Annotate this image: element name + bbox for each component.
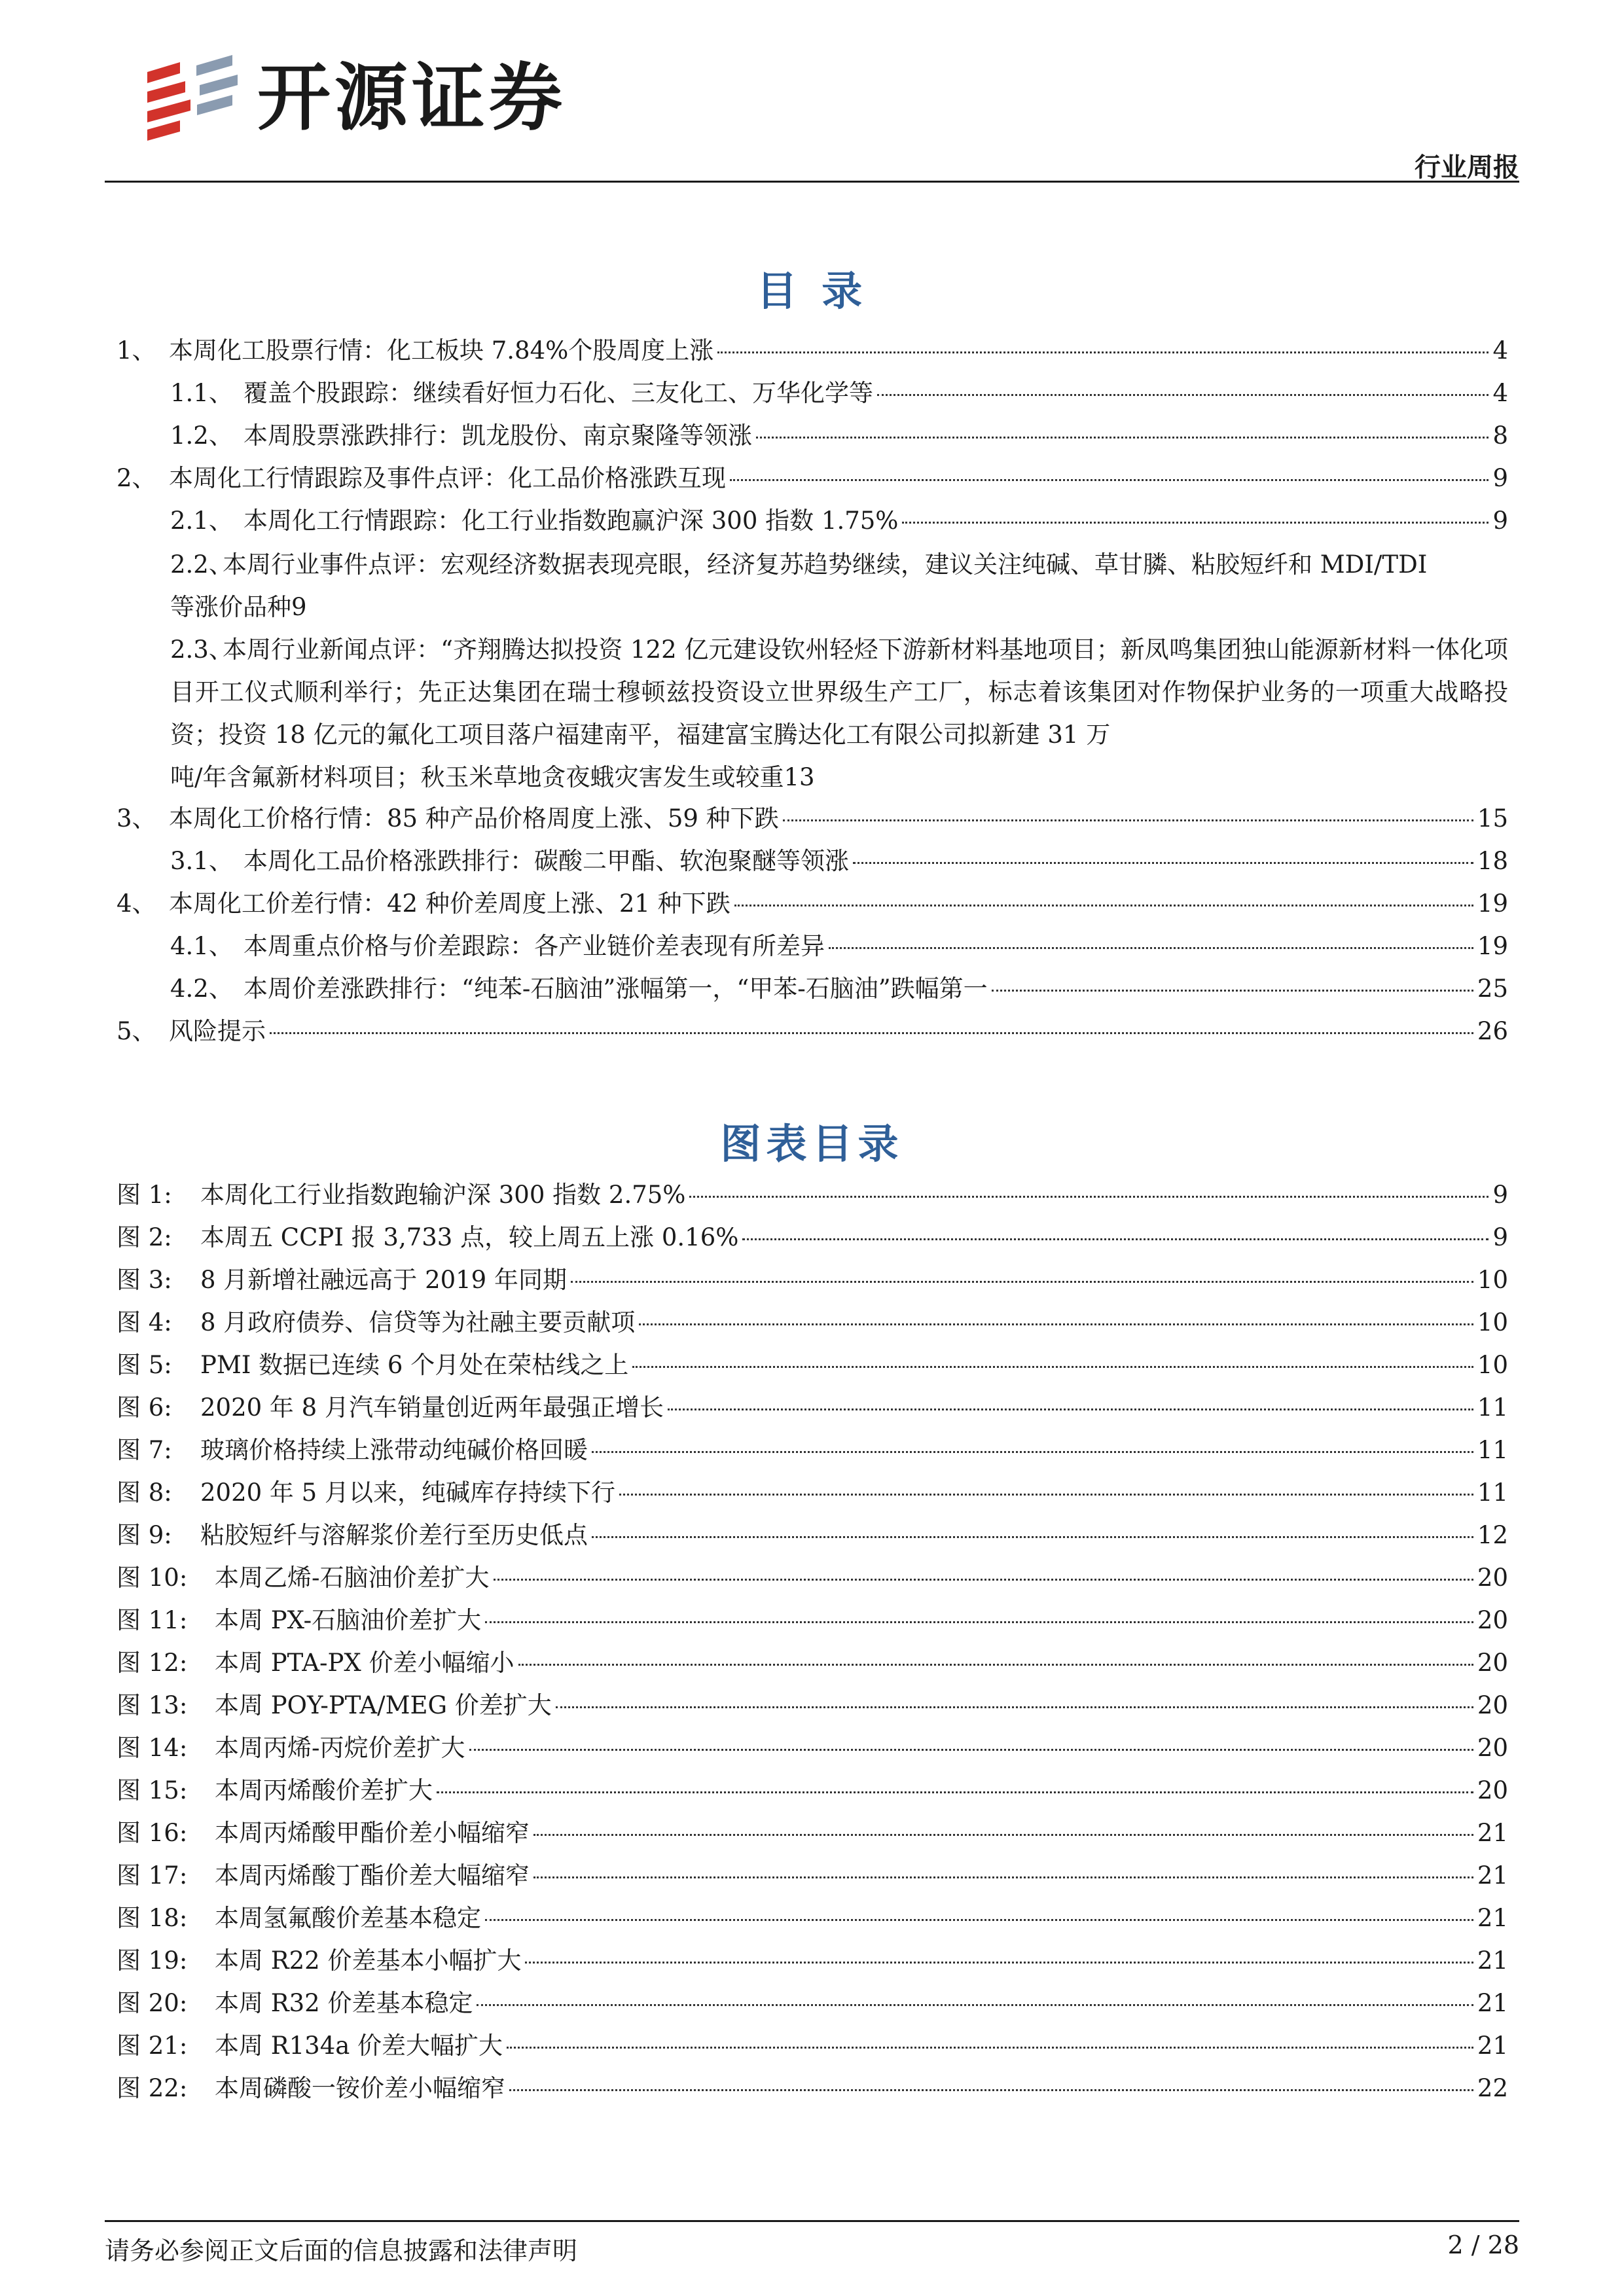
toc-entry-page: 8 [1492, 422, 1508, 450]
figure-entry[interactable] [117, 1728, 1508, 1770]
leader-dots [730, 479, 1489, 481]
leader-dots [717, 351, 1489, 353]
toc-entry-page: 18 [1477, 847, 1508, 875]
figure-entry-title: PMI 数据已连续 6 个月处在荣枯线之上 [200, 1351, 629, 1379]
toc-entry[interactable] [117, 841, 1508, 884]
leader-dots [619, 1494, 1473, 1496]
leader-dots [902, 522, 1489, 524]
figure-entry[interactable] [117, 1813, 1508, 1856]
figure-entry-title: 本周 R22 价差基本小幅扩大 [215, 1946, 522, 1975]
figure-entry-number: 图 7: [117, 1436, 172, 1464]
figure-entry-number: 图 22: [117, 2074, 188, 2102]
toc-entry[interactable] [117, 884, 1508, 926]
toc-entry-text [170, 543, 1508, 586]
leader-dots [592, 1451, 1473, 1453]
figure-entry[interactable] [117, 1898, 1508, 1941]
toc-entry-page: 19 [1477, 889, 1508, 918]
figure-entry-title: 本周丙烯-丙烷价差扩大 [215, 1734, 465, 1762]
toc-entry-title: 本周股票涨跌排行：凯龙股份、南京聚隆等领涨 [244, 422, 752, 450]
figure-entry[interactable] [117, 1515, 1508, 1558]
figure-entry-title: 本周丙烯酸丁酯价差大幅缩窄 [215, 1861, 530, 1890]
company-logo [134, 46, 605, 151]
toc-entry-number: 5、 [117, 1017, 156, 1045]
toc-entry-page: 4 [1492, 336, 1508, 365]
figure-entry-number: 图 10: [117, 1564, 188, 1592]
toc-entry-continuation [170, 586, 1508, 628]
leader-dots [853, 862, 1473, 864]
leader-dots [469, 1749, 1473, 1751]
figure-entry-title: 本周丙烯酸价差扩大 [215, 1776, 433, 1804]
toc-entry-title: 本周行业事件点评：宏观经济数据表现亮眼，经济复苏趋势继续，建议关注纯碱、草甘膦、粘胶短纤和 MDI/TDI [223, 550, 1428, 579]
page-number: 2 / 28 [1447, 2231, 1519, 2259]
figure-entry-title: 本周五 CCPI 报 3,733 点，较上周五上涨 0.16% [200, 1223, 739, 1251]
leader-dots [632, 1366, 1473, 1368]
toc-entry-title: 本周化工行情跟踪：化工行业指数跑赢沪深 300 指数 1.75% [244, 507, 899, 535]
leader-dots [877, 394, 1489, 396]
toc-entry-number: 4.1、 [170, 932, 233, 960]
leader-dots [509, 2089, 1473, 2091]
toc-entry-number: 1、 [117, 336, 156, 365]
figure-entry-number: 图 5: [117, 1351, 172, 1379]
toc-entry[interactable] [117, 416, 1508, 458]
leader-dots [742, 1238, 1489, 1240]
figure-entry-page: 20 [1477, 1734, 1508, 1762]
logo-text: 开源证券 [257, 56, 566, 141]
toc-entry-title: 覆盖个股跟踪：继续看好恒力石化、三友化工、万华化学等 [244, 379, 873, 407]
leader-dots [556, 1706, 1473, 1708]
toc-entry-title: 本周化工价差行情：42 种价差周度上涨、21 种下跌 [169, 889, 731, 918]
toc-entry-page: 15 [1477, 804, 1508, 833]
toc-entry-text [170, 628, 1508, 756]
figure-entry-title: 本周 R134a 价差大幅扩大 [215, 2032, 503, 2060]
leader-dots [783, 819, 1473, 821]
toc-entry-number: 1.1、 [170, 379, 233, 407]
toc-entry-title: 本周化工价格行情：85 种产品价格周度上涨、59 种下跌 [169, 804, 779, 833]
figure-entry-title: 本周 POY-PTA/MEG 价差扩大 [215, 1691, 552, 1719]
toc-entry-wrapped[interactable] [117, 628, 1508, 798]
figure-entry[interactable] [117, 1685, 1508, 1728]
toc-entry-page: 13 [784, 763, 815, 791]
toc-entry-page: 9 [291, 593, 307, 621]
toc-entry-title: 本周重点价格与价差跟踪：各产业链价差表现有所差异 [244, 932, 825, 960]
toc-entry-number: 3、 [117, 804, 156, 833]
figure-entry[interactable] [117, 1217, 1508, 1260]
leader-dots [734, 905, 1473, 906]
toc-entry-page: 4 [1492, 379, 1508, 407]
figure-entry-number: 图 21: [117, 2032, 188, 2060]
figure-entry-number: 图 8: [117, 1479, 172, 1507]
figure-entry-number: 图 18: [117, 1904, 188, 1932]
figure-entry-page: 21 [1477, 1904, 1508, 1932]
leader-dots [639, 1323, 1473, 1325]
figure-entry-page: 21 [1477, 1989, 1508, 2017]
toc-entry-page: 19 [1477, 932, 1508, 960]
figure-entry[interactable] [117, 1770, 1508, 1813]
toc-list [117, 331, 1508, 1054]
toc-entry-number: 2.1、 [170, 507, 233, 535]
toc-entry-continuation [170, 756, 1508, 798]
header-divider [105, 181, 1519, 183]
report-type-label: 行业周报 [1415, 152, 1519, 183]
figure-entry[interactable] [117, 1983, 1508, 2026]
figure-entry-page: 20 [1477, 1606, 1508, 1634]
toc-entry-title: 本周行业新闻点评：“齐翔腾达拟投资 122 亿元建设钦州轻烃下游新材料基地项目；新凤鸣集团独山能源新材料一体化项目开工仪式顺利举行；先正达集团在瑞士穆顿兹投资设立世界级生产工厂，标志着该集团对作物保护业务的一项重大战略投资；投资 18 亿元的氟化工项目落户福建南平，福建富宝腾达化工有限公司拟新建 31 万 [170, 636, 1508, 749]
logo-mark-icon [134, 46, 245, 151]
figure-entry-title: 本周丙烯酸甲酯价差小幅缩窄 [215, 1819, 530, 1847]
toc-entry[interactable] [117, 331, 1508, 373]
figure-entry-title: 本周 R32 价差基本稳定 [215, 1989, 473, 2017]
figure-entry-title: 本周乙烯-石脑油价差扩大 [215, 1564, 490, 1592]
figure-entry[interactable] [117, 1643, 1508, 1685]
figure-entry-number: 图 16: [117, 1819, 188, 1847]
leader-dots [525, 1962, 1473, 1964]
figure-entry-title: 2020 年 5 月以来，纯碱库存持续下行 [200, 1479, 615, 1507]
figure-entry-page: 9 [1492, 1181, 1508, 1209]
figure-entry-page: 10 [1477, 1308, 1508, 1336]
figure-entry-title: 本周磷酸一铵价差小幅缩窄 [215, 2074, 505, 2102]
figure-entry-title: 本周氢氟酸价差基本稳定 [215, 1904, 481, 1932]
leader-dots [518, 1664, 1473, 1666]
figure-entry[interactable] [117, 1430, 1508, 1473]
figure-entry[interactable] [117, 2068, 1508, 2111]
figure-entry-number: 图 3: [117, 1266, 172, 1294]
leader-dots [592, 1536, 1473, 1538]
figure-entry-title: 8 月新增社融远高于 2019 年同期 [200, 1266, 567, 1294]
figure-entry-number: 图 1: [117, 1181, 172, 1209]
figure-entry-title: 本周 PTA-PX 价差小幅缩小 [215, 1649, 514, 1677]
leader-dots [756, 437, 1489, 439]
footer-divider [105, 2220, 1519, 2222]
toc-entry-number: 1.2、 [170, 422, 233, 450]
figure-entry-number: 图 17: [117, 1861, 188, 1890]
figure-entry-page: 22 [1477, 2074, 1508, 2102]
figure-entry-page: 21 [1477, 1819, 1508, 1847]
toc-entry[interactable] [117, 798, 1508, 841]
figure-entry[interactable] [117, 1558, 1508, 1600]
figure-entry[interactable] [117, 1260, 1508, 1302]
figure-list [117, 1175, 1508, 2111]
leader-dots [533, 1834, 1473, 1836]
leader-dots [992, 990, 1473, 992]
figure-entry[interactable] [117, 1941, 1508, 1983]
figure-entry-page: 20 [1477, 1564, 1508, 1592]
figure-entry-page: 20 [1477, 1776, 1508, 1804]
toc-entry[interactable] [117, 501, 1508, 543]
toc-entry-number: 4.2、 [170, 975, 233, 1003]
footer-disclaimer: 请务必参阅正文后面的信息披露和法律声明 [105, 2236, 578, 2265]
figure-entry[interactable] [117, 1175, 1508, 1217]
figure-entry-title: 8 月政府债券、信贷等为社融主要贡献项 [200, 1308, 636, 1336]
figure-entry-number: 图 4: [117, 1308, 172, 1336]
figure-entry-page: 11 [1477, 1393, 1508, 1422]
leader-dots [689, 1196, 1489, 1198]
toc-entry[interactable] [117, 1011, 1508, 1054]
toc-entry-page: 9 [1492, 507, 1508, 535]
leader-dots [494, 1579, 1473, 1581]
toc-entry[interactable] [117, 458, 1508, 501]
toc-entry-title: 本周化工行情跟踪及事件点评：化工品价格涨跌互现 [169, 464, 726, 492]
leader-dots [485, 1919, 1473, 1921]
figure-entry-title: 本周 PX-石脑油价差扩大 [215, 1606, 482, 1634]
toc-entry[interactable] [117, 373, 1508, 416]
figure-entry[interactable] [117, 1473, 1508, 1515]
toc-entry-title-cont: 吨/年含氟新材料项目；秋玉米草地贪夜蛾灾害发生或较重 [170, 763, 784, 791]
toc-entry-page: 26 [1477, 1017, 1508, 1045]
leader-dots [270, 1032, 1473, 1034]
figures-title: 图表目录 [720, 1120, 904, 1168]
figure-entry[interactable] [117, 1302, 1508, 1345]
figure-entry-number: 图 13: [117, 1691, 188, 1719]
figure-entry-page: 21 [1477, 1861, 1508, 1890]
toc-entry-wrapped[interactable] [117, 543, 1508, 628]
figure-entry-title: 粘胶短纤与溶解浆价差行至历史低点 [200, 1521, 588, 1549]
toc-entry-number: 2.2、 [170, 550, 233, 579]
figure-entry-page: 20 [1477, 1691, 1508, 1719]
toc-entry-title-cont: 等涨价品种 [170, 593, 291, 621]
figure-entry-page: 20 [1477, 1649, 1508, 1677]
toc-entry[interactable] [117, 969, 1508, 1011]
toc-entry-number: 2.3、 [170, 636, 233, 664]
leader-dots [477, 2004, 1473, 2006]
figure-entry-number: 图 12: [117, 1649, 188, 1677]
toc-entry-title: 本周化工品价格涨跌排行：碳酸二甲酯、软泡聚醚等领涨 [244, 847, 849, 875]
figure-entry-page: 10 [1477, 1266, 1508, 1294]
toc-entry-number: 4、 [117, 889, 156, 918]
figure-entry-title: 本周化工行业指数跑输沪深 300 指数 2.75% [200, 1181, 686, 1209]
figure-entry[interactable] [117, 1388, 1508, 1430]
figure-entry[interactable] [117, 2026, 1508, 2068]
figure-entry[interactable] [117, 1600, 1508, 1643]
leader-dots [437, 1791, 1473, 1793]
figure-entry-page: 10 [1477, 1351, 1508, 1379]
toc-entry-title: 本周价差涨跌排行：“纯苯-石脑油”涨幅第一，“甲苯-石脑油”跌幅第一 [244, 975, 988, 1003]
figure-entry-number: 图 6: [117, 1393, 172, 1422]
figure-entry-number: 图 14: [117, 1734, 188, 1762]
toc-title: 目 录 [756, 267, 868, 315]
figure-entry-number: 图 19: [117, 1946, 188, 1975]
leader-dots [507, 2047, 1473, 2049]
toc-entry-page: 25 [1477, 975, 1508, 1003]
leader-dots [533, 1876, 1473, 1878]
figure-entry-page: 9 [1492, 1223, 1508, 1251]
toc-entry-title: 风险提示 [169, 1017, 266, 1045]
figure-entry-number: 图 15: [117, 1776, 188, 1804]
toc-entry[interactable] [117, 926, 1508, 969]
page-header [0, 0, 1624, 187]
toc-entry-title: 本周化工股票行情：化工板块 7.84%个股周度上涨 [169, 336, 714, 365]
figure-entry-page: 11 [1477, 1479, 1508, 1507]
figure-entry-page: 21 [1477, 2032, 1508, 2060]
figure-entry[interactable] [117, 1856, 1508, 1898]
figure-entry-page: 11 [1477, 1436, 1508, 1464]
figure-entry-title: 玻璃价格持续上涨带动纯碱价格回暖 [200, 1436, 588, 1464]
figure-entry-title: 2020 年 8 月汽车销量创近两年最强正增长 [200, 1393, 664, 1422]
figure-entry-number: 图 11: [117, 1606, 188, 1634]
figure-entry-number: 图 20: [117, 1989, 188, 2017]
leader-dots [485, 1621, 1473, 1623]
toc-entry-number: 2、 [117, 464, 156, 492]
figure-entry-page: 12 [1477, 1521, 1508, 1549]
leader-dots [571, 1281, 1473, 1283]
figure-entry-page: 21 [1477, 1946, 1508, 1975]
toc-entry-page: 9 [1492, 464, 1508, 492]
leader-dots [829, 947, 1473, 949]
leader-dots [668, 1408, 1473, 1410]
toc-entry-number: 3.1、 [170, 847, 233, 875]
figure-entry-number: 图 9: [117, 1521, 172, 1549]
figure-entry[interactable] [117, 1345, 1508, 1388]
figure-entry-number: 图 2: [117, 1223, 172, 1251]
